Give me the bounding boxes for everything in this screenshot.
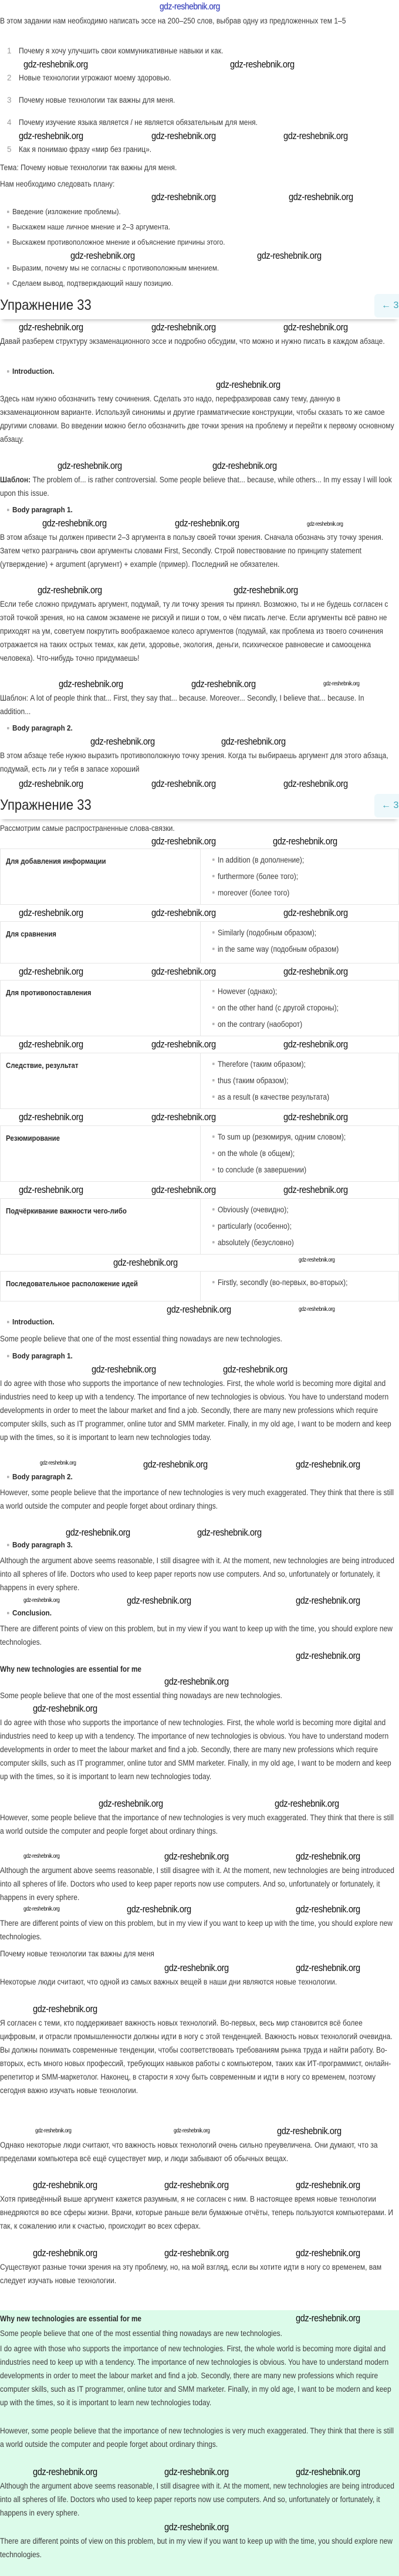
- category-text: Последовательное расположение идей: [6, 1279, 138, 1288]
- watermark: gdz-reshebnik.org: [167, 1304, 231, 1315]
- bullet-icon: [212, 1079, 215, 1081]
- watermark: gdz-reshebnik.org: [212, 460, 277, 471]
- template-label: Шаблон:: [0, 475, 31, 484]
- watermark: gdz-reshebnik.org: [221, 736, 286, 747]
- linker-item: [212, 1059, 306, 1070]
- watermark: gdz-reshebnik.org: [127, 1904, 191, 1915]
- watermark: gdz-reshebnik.org: [23, 1906, 60, 1912]
- essay-title: Why new technologies are essential for me: [0, 2314, 141, 2323]
- task-text: В этом задании нам необходимо написать эссе на 200–250 слов, выбрав одну из предложенных тем 1–5: [0, 16, 346, 25]
- translation-paragraph: Хотя приведённый выше аргумент кажется разумным, я не согласен с ним. В настоящее время новые технологии внедряются во все сферы жизни. Врачи, которые раньше вели бумажные отчёты, теперь пользуются компьютерами. И так, к сожалению или к счастью, происходит во всех сферах.: [0, 2195, 394, 2230]
- linker-text: furthermore (более того);: [218, 872, 299, 881]
- essay-label-conclusion: [7, 1608, 52, 1618]
- watermark: gdz-reshebnik.org: [33, 2179, 97, 2190]
- watermark: gdz-reshebnik.org: [151, 1184, 216, 1195]
- label-text: Body paragraph 1.: [12, 505, 73, 514]
- category-text: Резюмирование: [6, 1134, 60, 1142]
- watermark: gdz-reshebnik.org: [23, 1853, 60, 1860]
- topic-number: 5: [7, 145, 12, 154]
- essay-label-body2: [7, 1472, 73, 1482]
- arrow-left-icon: ←: [381, 300, 391, 310]
- category-cell: [0, 1126, 201, 1181]
- bullet-icon: [7, 211, 9, 213]
- essay-body2: However, some people believe that the importance of new technologies is very much exaggerated. They think that there is still a world outside the computer and people forget about ordinary things.: [0, 1488, 394, 1510]
- bullet-icon: [212, 875, 215, 877]
- theme-text: Тема: Почему новые технологии так важны для меня.: [0, 163, 177, 172]
- items-cell: [201, 1053, 399, 1108]
- watermark: gdz-reshebnik.org: [296, 1595, 360, 1606]
- category-cell: [0, 1053, 201, 1108]
- watermark: gdz-reshebnik.org: [42, 518, 107, 529]
- watermark: gdz-reshebnik.org: [283, 778, 348, 789]
- watermark: gdz-reshebnik.org: [296, 1459, 360, 1470]
- label-text: Introduction.: [12, 1317, 55, 1326]
- label-text: Body paragraph 1.: [12, 1351, 73, 1360]
- bullet-icon: [7, 226, 9, 228]
- watermark: gdz-reshebnik.org: [296, 2466, 360, 2477]
- linker-item: [212, 1205, 289, 1215]
- label-text: Conclusion.: [12, 1608, 52, 1617]
- linker-item: [212, 1092, 329, 1103]
- bullet-icon: [212, 891, 215, 894]
- watermark: gdz-reshebnik.org: [296, 2179, 360, 2190]
- linker-text: in the same way (подобным образом): [218, 945, 339, 954]
- linker-text: thus (таким образом);: [218, 1076, 289, 1085]
- plan-item-text: Выразим, почему мы не согласны с противоположным мнением.: [12, 263, 219, 272]
- watermark: gdz-reshebnik.org: [35, 2128, 72, 2134]
- watermark: gdz-reshebnik.org: [234, 584, 298, 596]
- bullet-icon: [212, 1168, 215, 1171]
- table-row: [0, 848, 399, 905]
- sticky-header: [0, 292, 399, 319]
- watermark: gdz-reshebnik.org: [197, 1527, 262, 1538]
- essay-label-introduction: [7, 1317, 54, 1327]
- bullet-icon: [212, 1023, 215, 1025]
- category-text: Следствие, результат: [6, 1061, 79, 1070]
- watermark: gdz-reshebnik.org: [151, 778, 216, 789]
- translation-paragraph: Однако некоторые люди считают, что важность новых технологий очень сильно преувеличена. Они думают, что за пределами компьютера всё ещё существует мир, и люди забывают об обычных вещах.: [0, 2141, 378, 2163]
- linker-item: [212, 871, 298, 882]
- watermark: gdz-reshebnik.org: [283, 1111, 348, 1123]
- watermark: gdz-reshebnik.org: [66, 1527, 130, 1538]
- watermark: gdz-reshebnik.org: [296, 2247, 360, 2259]
- topic-text: Почему новые технологии так важны для меня.: [19, 96, 175, 104]
- bullet-icon: [7, 509, 9, 511]
- watermark: gdz-reshebnik.org: [151, 1111, 216, 1123]
- body2-guidance: В этом абзаце тебе нужно выразить противоположную точку зрения. Когда ты выбираешь аргумент для этого абзаца, подумай, есть ли у тебя в запасе хороший: [0, 751, 388, 773]
- linker-text: Therefore (таким образом);: [218, 1060, 306, 1069]
- watermark: gdz-reshebnik.org: [216, 379, 280, 390]
- essay-paragraph: I do agree with those who supports the importance of new technologies. First, the whole world is becoming more digital and industries need to keep up with a tendency. The importance of new technologies is obvious. You have to understand modern developments in order to meet the labour market and find a job. Secondly, there are many new professions which require computer skills, such as IT programmer, online tutor and SMM marketer. Finally, in my old age, I want to be modern and keep up with the times, so it is important to learn new technologies today.: [0, 2344, 391, 2407]
- items-cell: [201, 1199, 399, 1254]
- watermark: gdz-reshebnik.org: [19, 1184, 83, 1195]
- linker-item: [212, 1277, 348, 1288]
- watermark: gdz-reshebnik.org: [38, 584, 102, 596]
- translation-paragraph: Некоторые люди считают, что одной из самых важных вещей в наши дни являются новые технологии.: [0, 1977, 337, 1986]
- body1-advice: Если тебе сложно придумать аргумент, подумай, ту ли точку зрения ты принял. Возможно, ты и не будешь согласен с этой точкой зрения, но на самом экзамене не рискуй и пиши о том, о чём писать легче. Если аргументы всё равно не приходят на ум, советуем покрутить воображаемое колесо аргументов (подумай, как проблема из твоего сочинения отражается на таких острых темах, как дети, здоровье, экология, деньги, психическое равновесие и самооценка человека). Что-нибудь точно придумаешь!: [0, 600, 388, 662]
- watermark: gdz-reshebnik.org: [296, 1650, 360, 1661]
- topic-number: 3: [7, 96, 12, 104]
- watermark: gdz-reshebnik.org: [223, 1364, 288, 1375]
- sticky-header: [0, 792, 399, 819]
- linker-text: on the other hand (с другой стороны);: [218, 1003, 339, 1012]
- topic-text: Как я понимаю фразу «мир без границ».: [19, 145, 152, 154]
- section-label-body1: [7, 505, 73, 515]
- label-text: Body paragraph 3.: [12, 1540, 73, 1549]
- watermark: gdz-reshebnik.org: [283, 907, 348, 918]
- prev-exercise-number: 3: [393, 800, 399, 810]
- linker-text: as a result (в качестве результата): [218, 1093, 330, 1101]
- watermark: gdz-reshebnik.org: [283, 322, 348, 333]
- topic-number: 4: [7, 118, 12, 127]
- bullet-icon: [212, 1135, 215, 1138]
- plan-intro: Нам необходимо следовать плану:: [0, 180, 115, 188]
- watermark: gdz-reshebnik.org: [19, 1039, 83, 1050]
- essay-title: Why new technologies are essential for me: [0, 1665, 141, 1674]
- watermark: gdz-reshebnik.org: [40, 1460, 76, 1466]
- linker-text: particularly (особенно);: [218, 1222, 292, 1230]
- items-cell: [201, 922, 399, 963]
- items-cell: [201, 849, 399, 904]
- watermark: gdz-reshebnik.org: [296, 1851, 360, 1862]
- watermark: gdz-reshebnik.org: [257, 250, 322, 261]
- essay-paragraph: There are different points of view on this problem, but in my view if you want to keep up with the time, you should explore new technologies.: [0, 1919, 393, 1941]
- bullet-icon: [7, 1476, 9, 1478]
- watermark: gdz-reshebnik.org: [92, 1364, 156, 1375]
- bullet-icon: [212, 948, 215, 950]
- template-1: [0, 473, 396, 500]
- linker-text: However (однако);: [218, 987, 278, 996]
- page-title: Упражнение 33: [0, 797, 92, 813]
- introduction-guidance: Здесь нам нужно обозначить тему сочинения. Сделать это надо, перефразировав саму тему, данную в экзаменационном варианте. Используй синонимы и другие грамматические конструкции, чтобы сказать то же самое другими словами. Во введении можно бегло обозначить две точки зрения на проблему и перейти к первому основному абзацу.: [0, 394, 394, 444]
- watermark: gdz-reshebnik.org: [33, 2466, 97, 2477]
- bullet-icon: [212, 990, 215, 992]
- prev-exercise-number: 3: [393, 300, 399, 310]
- bullet-icon: [212, 1281, 215, 1283]
- bullet-icon: [212, 1241, 215, 1243]
- essay-body1: I do agree with those who supports the importance of new technologies. First, the whole world is becoming more digital and industries need to keep up with a tendency. The importance of new technologies is obvious. You have to understand modern developments in order to meet the labour market and find a job. Secondly, there are many new professions which require computer skills, such as IT programmer, online tutor and SMM marketer. Finally, in my old age, I want to be modern and keep up with the times, so it is important to learn new technologies today.: [0, 1379, 391, 1442]
- bullet-icon: [7, 267, 9, 269]
- watermark: gdz-reshebnik.org: [296, 2313, 360, 2324]
- items-cell: [201, 981, 399, 1036]
- watermark: gdz-reshebnik.org: [151, 1039, 216, 1050]
- essay-body3: Although the argument above seems reasonable, I still disagree with it. At the moment, new technologies are being introduced into all spheres of life. Doctors who used to keep paper reports now use computers. And so, unfortunately or fortunately, it happens in every sphere.: [0, 1556, 394, 1592]
- watermark: gdz-reshebnik.org: [19, 778, 83, 789]
- watermark: gdz-reshebnik.org: [164, 2179, 229, 2190]
- category-cell: [0, 1199, 201, 1254]
- category-cell: [0, 849, 201, 904]
- plan-item-text: Выскажем противоположное мнение и объяснение причины этого.: [12, 238, 225, 246]
- watermark: gdz-reshebnik.org: [19, 966, 83, 977]
- essay-paragraph: However, some people believe that the importance of new technologies is very much exaggerated. They think that there is still a world outside the computer and people forget about ordinary things.: [0, 2426, 394, 2449]
- watermark: gdz-reshebnik.org: [175, 518, 239, 529]
- bullet-icon: [7, 1612, 9, 1614]
- category-text: Для противопоставления: [6, 988, 92, 997]
- category-text: Подчёркивание важности чего-либо: [6, 1206, 127, 1215]
- linker-text: Obviously (очевидно);: [218, 1205, 289, 1214]
- highlighted-essay: [0, 2310, 399, 2576]
- watermark: gdz-reshebnik.org: [174, 2128, 210, 2134]
- essay-paragraph: Although the argument above seems reasonable, I still disagree with it. At the moment, new technologies are being introduced into all spheres of life. Doctors who used to keep paper reports now use computers. And so, unfortunately or fortunately, it happens in every sphere.: [0, 1866, 394, 1902]
- essay-paragraph: However, some people believe that the importance of new technologies is very much exaggerated. They think that there is still a world outside the computer and people forget about ordinary things.: [0, 1813, 394, 1835]
- watermark: gdz-reshebnik.org: [289, 191, 353, 202]
- watermark: gdz-reshebnik.org: [59, 678, 123, 689]
- items-cell: [201, 1272, 399, 1301]
- bullet-icon: [212, 931, 215, 934]
- template-2: Шаблон: A lot of people think that... First, they say that... because. Moreover... Secondly, I believe that... because. In addition...: [0, 694, 364, 716]
- watermark: gdz-reshebnik.org: [19, 1111, 83, 1123]
- linker-text: on the contrary (наоборот): [218, 1020, 303, 1029]
- watermark: gdz-reshebnik.org: [164, 2247, 229, 2259]
- watermark: gdz-reshebnik.org: [296, 1904, 360, 1915]
- watermark: gdz-reshebnik.org: [23, 59, 88, 70]
- watermark: gdz-reshebnik.org: [296, 1962, 360, 1973]
- essay-paragraph: Although the argument above seems reasonable, I still disagree with it. At the moment, new technologies are being introduced into all spheres of life. Doctors who used to keep paper reports now use computers. And so, unfortunately or fortunately, it happens in every sphere.: [0, 2482, 394, 2517]
- plan-item-text: Сделаем вывод, подтверждающий нашу позицию.: [12, 279, 173, 288]
- category-cell: [0, 922, 201, 963]
- watermark: gdz-reshebnik.org: [164, 1851, 229, 1862]
- watermark: gdz-reshebnik.org: [33, 2003, 97, 2014]
- category-cell: [0, 1272, 201, 1301]
- category-text: Для сравнения: [6, 929, 56, 938]
- watermark: gdz-reshebnik.org: [19, 130, 83, 141]
- linker-text: moreover (более того): [218, 888, 290, 897]
- topic-text: Почему изучение языка является / не является обязательным для меня.: [19, 118, 258, 127]
- linker-item: [212, 1076, 288, 1086]
- essay-paragraph: Some people believe that one of the most essential thing nowadays are new technologies.: [0, 1691, 283, 1700]
- topic-number: 1: [7, 46, 12, 55]
- watermark: gdz-reshebnik.org: [19, 907, 83, 918]
- translation-title: Почему новые технологии так важны для меня: [0, 1949, 154, 1958]
- watermark-logo: gdz-reshebnik.org: [160, 2, 220, 12]
- watermark: gdz-reshebnik.org: [283, 966, 348, 977]
- watermark: gdz-reshebnik.org: [164, 2521, 229, 2533]
- watermark: gdz-reshebnik.org: [323, 681, 360, 687]
- watermark: gdz-reshebnik.org: [191, 678, 256, 689]
- items-cell: [201, 1126, 399, 1181]
- watermark: gdz-reshebnik.org: [70, 250, 135, 261]
- watermark: gdz-reshebnik.org: [151, 836, 216, 847]
- plan-item: [7, 207, 121, 217]
- plan-item: [7, 263, 219, 273]
- watermark: gdz-reshebnik.org: [33, 2247, 97, 2259]
- watermark: gdz-reshebnik.org: [151, 907, 216, 918]
- topic-text: Новые технологии угрожают моему здоровью.: [19, 73, 171, 82]
- label-text: Introduction.: [12, 367, 55, 376]
- watermark: gdz-reshebnik.org: [283, 1184, 348, 1195]
- table-row: [0, 980, 399, 1036]
- linker-item: [212, 928, 316, 938]
- linker-text: absolutely (безусловно): [218, 1238, 294, 1247]
- watermark: gdz-reshebnik.org: [164, 1676, 229, 1687]
- bullet-icon: [7, 1321, 9, 1323]
- table-row: [0, 1271, 399, 1301]
- label-text: Body paragraph 2.: [12, 724, 73, 732]
- linker-item: [212, 1148, 295, 1159]
- structure-lead: Давай разберем структуру экзаменационного эссе и подробно обсудим, что можно и нужно писать в каждом абзаце.: [0, 337, 385, 346]
- prev-exercise-button[interactable]: [374, 294, 399, 317]
- bullet-icon: [212, 1208, 215, 1211]
- bullet-icon: [7, 1355, 9, 1357]
- linker-text: Firstly, secondly (во-первых, во-вторых);: [218, 1278, 348, 1287]
- watermark: gdz-reshebnik.org: [283, 130, 348, 141]
- watermark: gdz-reshebnik.org: [277, 2125, 341, 2136]
- bullet-icon: [7, 1544, 9, 1546]
- essay-introduction: Some people believe that one of the most essential thing nowadays are new technologies.: [0, 1334, 283, 1343]
- linker-item: [212, 1165, 306, 1175]
- plan-item: [7, 278, 173, 289]
- arrow-left-icon: ←: [381, 800, 391, 810]
- category-text: Для добавления информации: [6, 857, 106, 866]
- linker-text: In addition (в дополнение);: [218, 856, 305, 864]
- bullet-icon: [7, 727, 9, 729]
- section-label-introduction: [7, 366, 54, 377]
- essay-conclusion: There are different points of view on this problem, but in my view if you want to keep up with the time, you should explore new technologies.: [0, 1624, 393, 1647]
- linker-text: To sum up (резюмируя, одним словом);: [218, 1133, 346, 1141]
- essay-paragraph: I do agree with those who supports the importance of new technologies. First, the whole world is becoming more digital and industries need to keep up with a tendency. The importance of new technologies is obvious. You have to understand modern developments in order to meet the labour market and find a job. Secondly, there are many new professions which require computer skills, such as IT programmer, online tutor and SMM marketer. Finally, in my old age, I want to be modern and keep up with the times, so it is important to learn new technologies today.: [0, 1718, 391, 1781]
- linker-item: [212, 986, 277, 997]
- watermark: gdz-reshebnik.org: [151, 966, 216, 977]
- table-row: [0, 1053, 399, 1109]
- essay-paragraph: Some people believe that one of the most essential thing nowadays are new technologies.: [0, 2329, 283, 2338]
- linker-text: on the whole (в общем);: [218, 1149, 295, 1158]
- topic-number: 2: [7, 73, 12, 82]
- watermark: gdz-reshebnik.org: [299, 1306, 335, 1313]
- bullet-icon: [212, 1225, 215, 1227]
- plan-item-text: Выскажем наше личное мнение и 2–3 аргумента.: [12, 222, 171, 231]
- linker-item: [212, 1238, 294, 1248]
- watermark: gdz-reshebnik.org: [33, 1703, 97, 1714]
- watermark: gdz-reshebnik.org: [143, 1459, 208, 1470]
- watermark: gdz-reshebnik.org: [151, 130, 216, 141]
- table-row: [0, 1198, 399, 1255]
- bullet-icon: [212, 858, 215, 861]
- translation-paragraph: Я согласен с теми, кто поддерживает важность новых технологий. Во-первых, весь мир становится всё более цифровым, и отрасли промышленности должны идти в ногу с этой тенденцией. Важность новых технологий очевидна. Вы должны понимать современные тенденции, чтобы соответствовать требованиям рынка труда и найти работу. Во-вторых, есть много новых профессий, требующих навыков работы с компьютером, таких как ИТ-программист, онлайн-репетитор и SMM-маркетолог. Наконец, в старости я хочу быть современным и идти в ногу со временем, поэтому сегодня важно изучать новые технологии.: [0, 2019, 393, 2095]
- prev-exercise-button[interactable]: [374, 794, 399, 817]
- linker-item: [212, 1019, 302, 1030]
- watermark: gdz-reshebnik.org: [19, 322, 83, 333]
- bullet-icon: [7, 241, 9, 244]
- watermark: gdz-reshebnik.org: [164, 1962, 229, 1973]
- linker-text: Similarly (подобным образом);: [218, 928, 317, 937]
- bullet-icon: [212, 1006, 215, 1009]
- plan-item: [7, 222, 170, 232]
- bullet-icon: [212, 1096, 215, 1098]
- topic-text: Почему я хочу улучшить свои коммуникативные навыки и как.: [19, 46, 224, 55]
- watermark: gdz-reshebnik.org: [283, 1039, 348, 1050]
- watermark: gdz-reshebnik.org: [151, 191, 216, 202]
- watermark: gdz-reshebnik.org: [164, 2466, 229, 2477]
- label-text: Body paragraph 2.: [12, 1472, 73, 1481]
- plan-item: [7, 237, 225, 248]
- table-row: [0, 921, 399, 964]
- translation-paragraph: Существуют разные точки зрения на эту проблему, но, на мой взгляд, если вы хотите идти в ногу со временем, вам следует изучать новые технологии.: [0, 2263, 382, 2285]
- plan-item-text: Введение (изложение проблемы).: [12, 207, 121, 216]
- bullet-icon: [212, 1063, 215, 1065]
- section-label-body2: [7, 723, 73, 733]
- essay-label-body3: [7, 1540, 73, 1550]
- watermark: gdz-reshebnik.org: [113, 1257, 178, 1268]
- table-row: [0, 1125, 399, 1182]
- body1-guidance: В этом абзаце ты должен привести 2–3 аргумента в пользу своей точки зрения. Сначала обозначь эту точку зрения. Затем четко разграничь свои аргументы словами First, Secondly. Строй повествование по принципу statement (утверждение) + argument (аргумент) + example (пример). Последний не обязателен.: [0, 533, 384, 569]
- linker-item: [212, 1003, 339, 1013]
- essay-label-body1: [7, 1351, 73, 1361]
- linker-item: [212, 944, 339, 955]
- bullet-icon: [212, 1152, 215, 1154]
- watermark: gdz-reshebnik.org: [307, 521, 343, 528]
- watermark: gdz-reshebnik.org: [273, 836, 337, 847]
- category-cell: [0, 981, 201, 1036]
- template-text: The problem of... is rather controversial. Some people believe that... because, while others... In my essay I will look upon this issue.: [0, 475, 392, 498]
- linker-text: to conclude (в завершении): [218, 1165, 307, 1174]
- essay-paragraph: There are different points of view on this problem, but in my view if you want to keep up with the time, you should explore new technologies.: [0, 2537, 393, 2559]
- linker-item: [212, 855, 304, 866]
- watermark: gdz-reshebnik.org: [151, 322, 216, 333]
- watermark: gdz-reshebnik.org: [275, 1798, 339, 1809]
- linker-item: [212, 888, 289, 898]
- bullet-icon: [7, 282, 9, 285]
- linkers-lead: Рассмотрим самые распространенные слова-связки.: [0, 824, 175, 833]
- page-title: Упражнение 33: [0, 297, 92, 313]
- watermark: gdz-reshebnik.org: [299, 1257, 335, 1263]
- watermark: gdz-reshebnik.org: [127, 1595, 191, 1606]
- watermark: gdz-reshebnik.org: [99, 1798, 163, 1809]
- watermark: gdz-reshebnik.org: [90, 736, 155, 747]
- bullet-icon: [7, 370, 9, 373]
- linker-item: [212, 1221, 292, 1232]
- linker-item: [212, 1132, 346, 1142]
- watermark: gdz-reshebnik.org: [23, 1597, 60, 1604]
- watermark: gdz-reshebnik.org: [230, 59, 295, 70]
- watermark: gdz-reshebnik.org: [58, 460, 122, 471]
